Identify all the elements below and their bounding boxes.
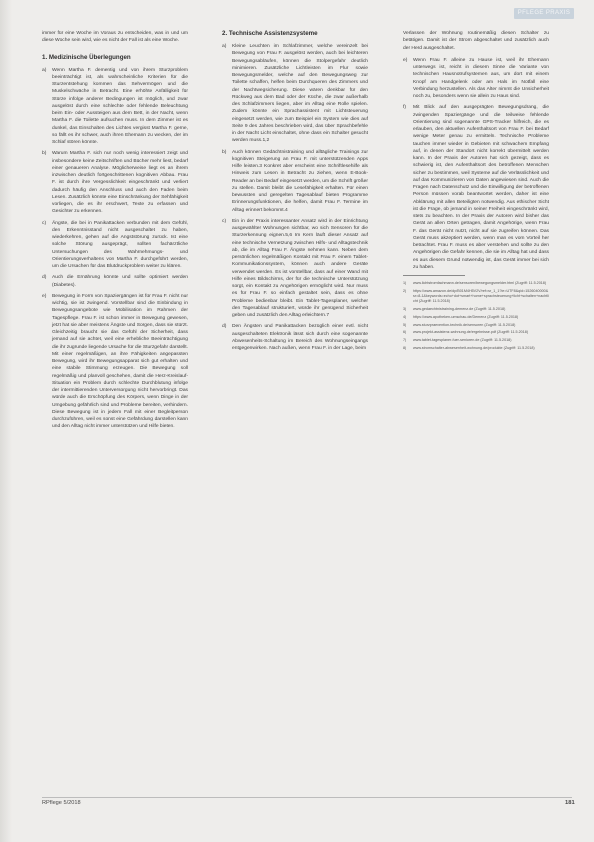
footnote [403,307,549,312]
footnote-number: 3) [403,307,407,311]
list-item [42,274,188,289]
column-right [403,30,549,354]
footnote [403,289,549,305]
footnote-divider [403,275,465,276]
list-item [42,150,188,215]
list-text: Mit Blick auf den ausgeprägten Bewegungsdrang, die zwingenden Spaziergänge und die teilweise fehlende Orientierung sind sogenannte GPS-Tracker hilfreich, die es erlauben, den aktuellen Aufenthaltsort von Frau F. bei Bedarf wenige Meter genau zu ermitteln. Technische Probleme tauchen immer wieder in Gebieten mit schwachem Empfang auf, in denen der Standort nicht korrekt übermittelt werden kann. In der Praxis der Autoren hat sich gezeigt, dass es schwierig ist, den Aufenthaltsort des betroffenen Menschen sicher zu bestimmen, weil Systeme auf die Verlässlichkeit und auf das Kommunizieren von Daten angewiesen sind. Auch die Fragen nach Datenschutz und die Einwilligung der betroffenen Person müssen vorab beantwortet werden, daher ist eine Abklärung mit allen Beteiligten notwendig. Aus ethischer Sicht ist die Frage, ob jemand in seiner Freiheit eingeschränkt wird, stets zu beachten. In der Praxis der Autoren wird bisher das Gerät an allen Orten getragen, damit Angehörige, wenn Frau F. das Gerät nicht nutzt, nicht auf sie zugreifen können. Das Gerät muss akzeptiert werden, wenn man es vom Vorteil her betrachtet. Frau F. muss es aber verstehen und sollte zu den Angehörigen die Gefahr kennen, die sie im Alltag hat und dass es aus diesem Grund notwendig ist, das Gerät immer bei sich zu haben. [413,105,549,270]
list-item [222,323,368,352]
list-item [42,293,188,431]
column-middle [222,30,368,356]
footnote-number: 4) [403,314,407,319]
footnote-number: 2) [403,288,407,293]
footer-divider [42,797,572,798]
list-label: e) [42,293,47,299]
footnote-number: 7) [403,338,407,343]
list-label: d) [42,275,47,281]
footnote-link[interactable]: www.lichtstromfachmann.de/sensoren/bewegungsmelder.html (Zugriff: 11.5.2018) [413,281,547,285]
footnote-number: 5) [403,322,407,327]
list-text: Wenn Frau F. alleine zu Hause ist, weil ihr Ehemann unterwegs ist, reicht in diesem Sinne die Variante von technischen Hausnotrufsystemen aus, um dort mit einem Knopf am Handgelenk oder am Hals im Notfall eine Verbindung herzustellen. Als das Alter nimmt die Unsicherheit noch zu, besonders wenn sie allein zu Haus sind. [413,57,549,99]
footnote [403,346,549,351]
list-label: a) [42,67,47,73]
list-item [403,57,549,101]
page-number: 181 [565,800,575,806]
list-label: c) [42,220,47,226]
column-left [42,30,188,435]
list-item [222,43,368,145]
section-heading-medical: 1. Medizinische Überlegungen [42,53,131,61]
list-label: a) [222,44,227,49]
footnote [403,281,549,286]
footnote-number: 1) [403,281,407,285]
section-tag: PFLEGE PRAXIS [514,8,574,19]
footnote-link[interactable]: www.projekt-assistenz-wohnung.de/ergebnisse.pdf (Zugriff: 11.5.2018) [413,330,529,335]
footnote-link[interactable]: www.sturzpraevention-technik.de/sensoren (Zugriff: 11.5.2018) [413,322,516,327]
list-item [42,220,188,271]
list-text: Wenn Martha F. dementig und von ihrem Sturzproblem beeinträchtigt ist, als wahrscheinliche Kriterien für die Sturzentstehung kommen das Sehvermögen und die Muskelschwäche in Betracht. Eine erhöhte Anfälligkeit für Stürze infolge anderer Bedingungen ist möglich, und zwar ausgelöst durch eine schlechte oder fehlende Beleuchtung beim Ein- oder Aussteigen aus dem Bett, in der Nacht, wenn Martha F. die Toilette aufsuchen muss. In dem Zimmer ist es dunkel, das Einschalten des Lichtes vergisst Martha F. gerne, so fällt es ihr schwer, auch ihren Ehemann zu wecken, der im Schlaf stören könnte. [52,67,188,145]
list-text: Kleine Leuchten im Schlafzimmer, welche vereinzelt bei Bewegung von Frau F. ausgelöst werden, auch bei leichteren Bewegungsabläufen, können die Stolpergefahr deutlich minimieren. Zusätzliche Lichtleisten im Flur sowie Bewegungsmelder, welche auf den Bewegungsweg zur Toilette schaffen, helfen beim Durchqueren des Zimmers und der Nachtwegsicherung. Diese wären denkbar für den Rückweg aus dem Bad oder der Küche, die zwar außerhalb des Schlafzimmers liegen, aber im Alltag eine Rolle spielen. Zudem könnte ein Sprachassistent mit Lichtsteuerung eingesetzt werden, wie zum Beispiel ein System wie dies auf Seite 9 des Jahres beschrieben wird, das über Sprachbefehle in der Nacht Licht einschaltet, ohne dass ein Schalter gesucht werden muss.1,2 [232,44,368,144]
list-text: Ein in der Praxis interessanter Ansatz wird in der Einrichtung ausgewählter Wohnungen sichtbar, wo sich Sensoren für die Sturzerkennung eignen.5,6 Im Kern läuft dieser Ansatz auf eine technische Vernetzung zwischen Hilfs- und Alltagstechnik ab, die im Alltag Frau F. Ängste nehmen kann. Neben dem persönlichen regelmäßigen Kontakt mit Frau F. einem Tablet-Kommunikationssystem, können auch andere Geräte verwendet werden. Es ist vorstellbar, dass auf einer Wand mit Hilfe eines Bildschirms, der für die technische Unterstützung sorgt, ein Kontakt zu Angehörigen ermöglicht wird. Nur muss es für Frau F. so einfach gestaltet sein, dass es ohne Probleme bedienbar bleibt. Ein Tablet-Tagesplaner, welcher den Tagesablauf strukturiert, würde ihr genügend Sicherheit geben und zusätzlich den Alltag erleichtern.7 [232,218,368,318]
footnote-link[interactable]: www.tablet-tagesplaner-fuer-senioren.de (Zugriff: 11.5.2018) [413,338,512,343]
list-text: Den Ängsten und Panikattacken bezüglich einer evtl. nicht ausgeschalteten Elektronik lässt sich durch eine sogenannte Abwesenheits-Schaltung im Bereich des Wohnungseingangs entgegenwirken. Nach außen, wenn Frau F. in der Lage, beim [232,324,368,351]
footnote-link[interactable]: www.stromschalter-abwesenheit-wohnung.de/produkte (Zugriff: 11.5.2018) [413,345,535,350]
footnote [403,323,549,328]
footnote-link[interactable]: https://www.apotheken-umschau.de/Demenz (Zugriff: 11.5.2018) [413,314,519,319]
list-label: b) [42,151,47,157]
continued-paragraph: Verlassen der Wohnung routinemäßig diesen Schalter zu betätigen. Damit ist der Strom abgeschaltet und zusätzlich auch der Herd ausgeschaltet. [403,31,549,51]
list-text: Warum Martha F. sich nur noch wenig interessiert zeigt und insbesondere keine Zeitschriften und Bücher mehr liest, bedarf einer genaueren Analyse. Möglicherweise liegt es an ihrem inzwischen deutlich fortgeschrittenen kognitiven Abbau. Frau F. ist durch ihre Vergesslichkeit eingeschränkt und verliert dadurch häufig den Anschluss und auch den Faden beim Lesen. Zusätzlich könnte eine Einschränkung der Sehfähigkeit vorliegen, die es ihr erschwert, Texte zu erfassen und Gesichter zu erkennen. [52,151,188,215]
footnote-number: 8) [403,345,407,350]
list-text: Ängste, die bei in Panikattacken verbunden mit dem Gefühl, den Erkenntnisstand nicht ausgeschaltet zu haben, wiederkehren, gehen auf die Angststörung zurück. Ist eine solche Störung ausgeprägt, sollten fachärztliche Untersuchungen des Wahrnehmungs- und Orientierungsverhaltens von Martha F. durchgeführt werden, um die Ursachen für das Blutdruckproblem weiter zu klären. [52,220,188,269]
list-item [403,104,549,271]
page-edge-shadow [0,0,12,842]
list-label: e) [403,57,408,63]
intro-paragraph: immer für eine Woche im Voraus zu entscheiden, was in und um diese Woche sein wird, wie es nicht der Fall ist als eine Woche. [42,31,188,44]
list-label: b) [222,149,227,155]
list-item [222,218,368,320]
list-text: Auch können Gedächtnistraining und alltägliche Trainings zur kognitiven Steigerung an Frau F. mit unterstützenden Apps Hilfe leisten.3 Konkret aber erscheint eine Schriftlesehilfe als Hinweis zum Lesen in Betracht zu ziehen, wenn E-Book-Reader an bei Bedarf eingesetzt werden, um die Schrift größer zu stellen. Damit bleibt die Lesefähigkeit erhalten. Für einen bewussten und geregelten Tagesablauf bieten Programme Erinnerungsfunktionen, die helfen, damit Frau F. Termine im Alltag erinnert bekommt.4 [232,149,368,213]
list-label: d) [222,324,227,330]
footnote [403,338,549,343]
journal-issue: RPflege 5/2018 [42,800,81,806]
section-heading-technical: 2. Technische Assistenzsysteme [222,30,318,37]
list-item [222,149,368,214]
list-label: c) [222,218,227,224]
footnote [403,330,549,335]
footnote-link[interactable]: www.gedaechtnistraining-demenz.de (Zugriff: 11.5.2018) [413,307,506,311]
footnote-link[interactable]: https://www.amazon.de/dp/B01M4H5V2V/ref=sr_1_1?ie=UTF8&qid=1526040000&sr=8-1&keywords=echo+dot+smart+home+sprachsteuerung+licht+schalten+nachtlicht (Zugriff: 11.5.2018) [413,288,549,304]
list-item [42,67,188,147]
footnote [403,315,549,320]
list-text: Bewegung in Form von Spaziergängen ist für Frau F. nicht nur wichtig, sie ist zwingend. Vorstellbar sind die Einbindung in Bewegungsangebote wie Mobilisation im Rahmen der Tagespflege. Frau F. ist schon immer in Bewegung gewesen, jetzt hat sie aber meistens Ängste und Sorgen, dass sie stürzt. Gleichzeitig braucht sie das Gefühl der Sicherheit, dass jemand auf sie achtet, weil eine erhebliche Beeinträchtigung die ihr zugrunde liegende Ursache für die Sturzgefahr darstellt. Mit einer regelmäßigen, an ihre Fähigkeiten angepassten Bewegung, wird ihr Bewegungsapparat sich gut erhalten und eine stabile Stimmung erzeugen. Die Bewegung soll regelmäßig und planvoll geschehen, damit die Herz-Kreislauf-Situation ein Problem durch schlechte Durchblutung infolge der intermittierenden Unterversorgung nicht hervorbringt. Das würde auch die Erschöpfung des Körpers, wenn Dinge in der Umgebung gefährlich sind und Probleme bereiten, verhindern. Diese Bewegung ist in jedem Fall mit einer Begleitperson durchzuführen, weil es sonst eine Gefährdung darstellen kann und den Alltag nicht immer unterstützen und Hilfe bieten. [52,293,188,430]
list-text: Auch die Ernährung könnte und sollte optimiert werden (Diabetes). [52,275,188,288]
footnote-number: 6) [403,330,407,335]
list-label: f) [403,105,406,111]
